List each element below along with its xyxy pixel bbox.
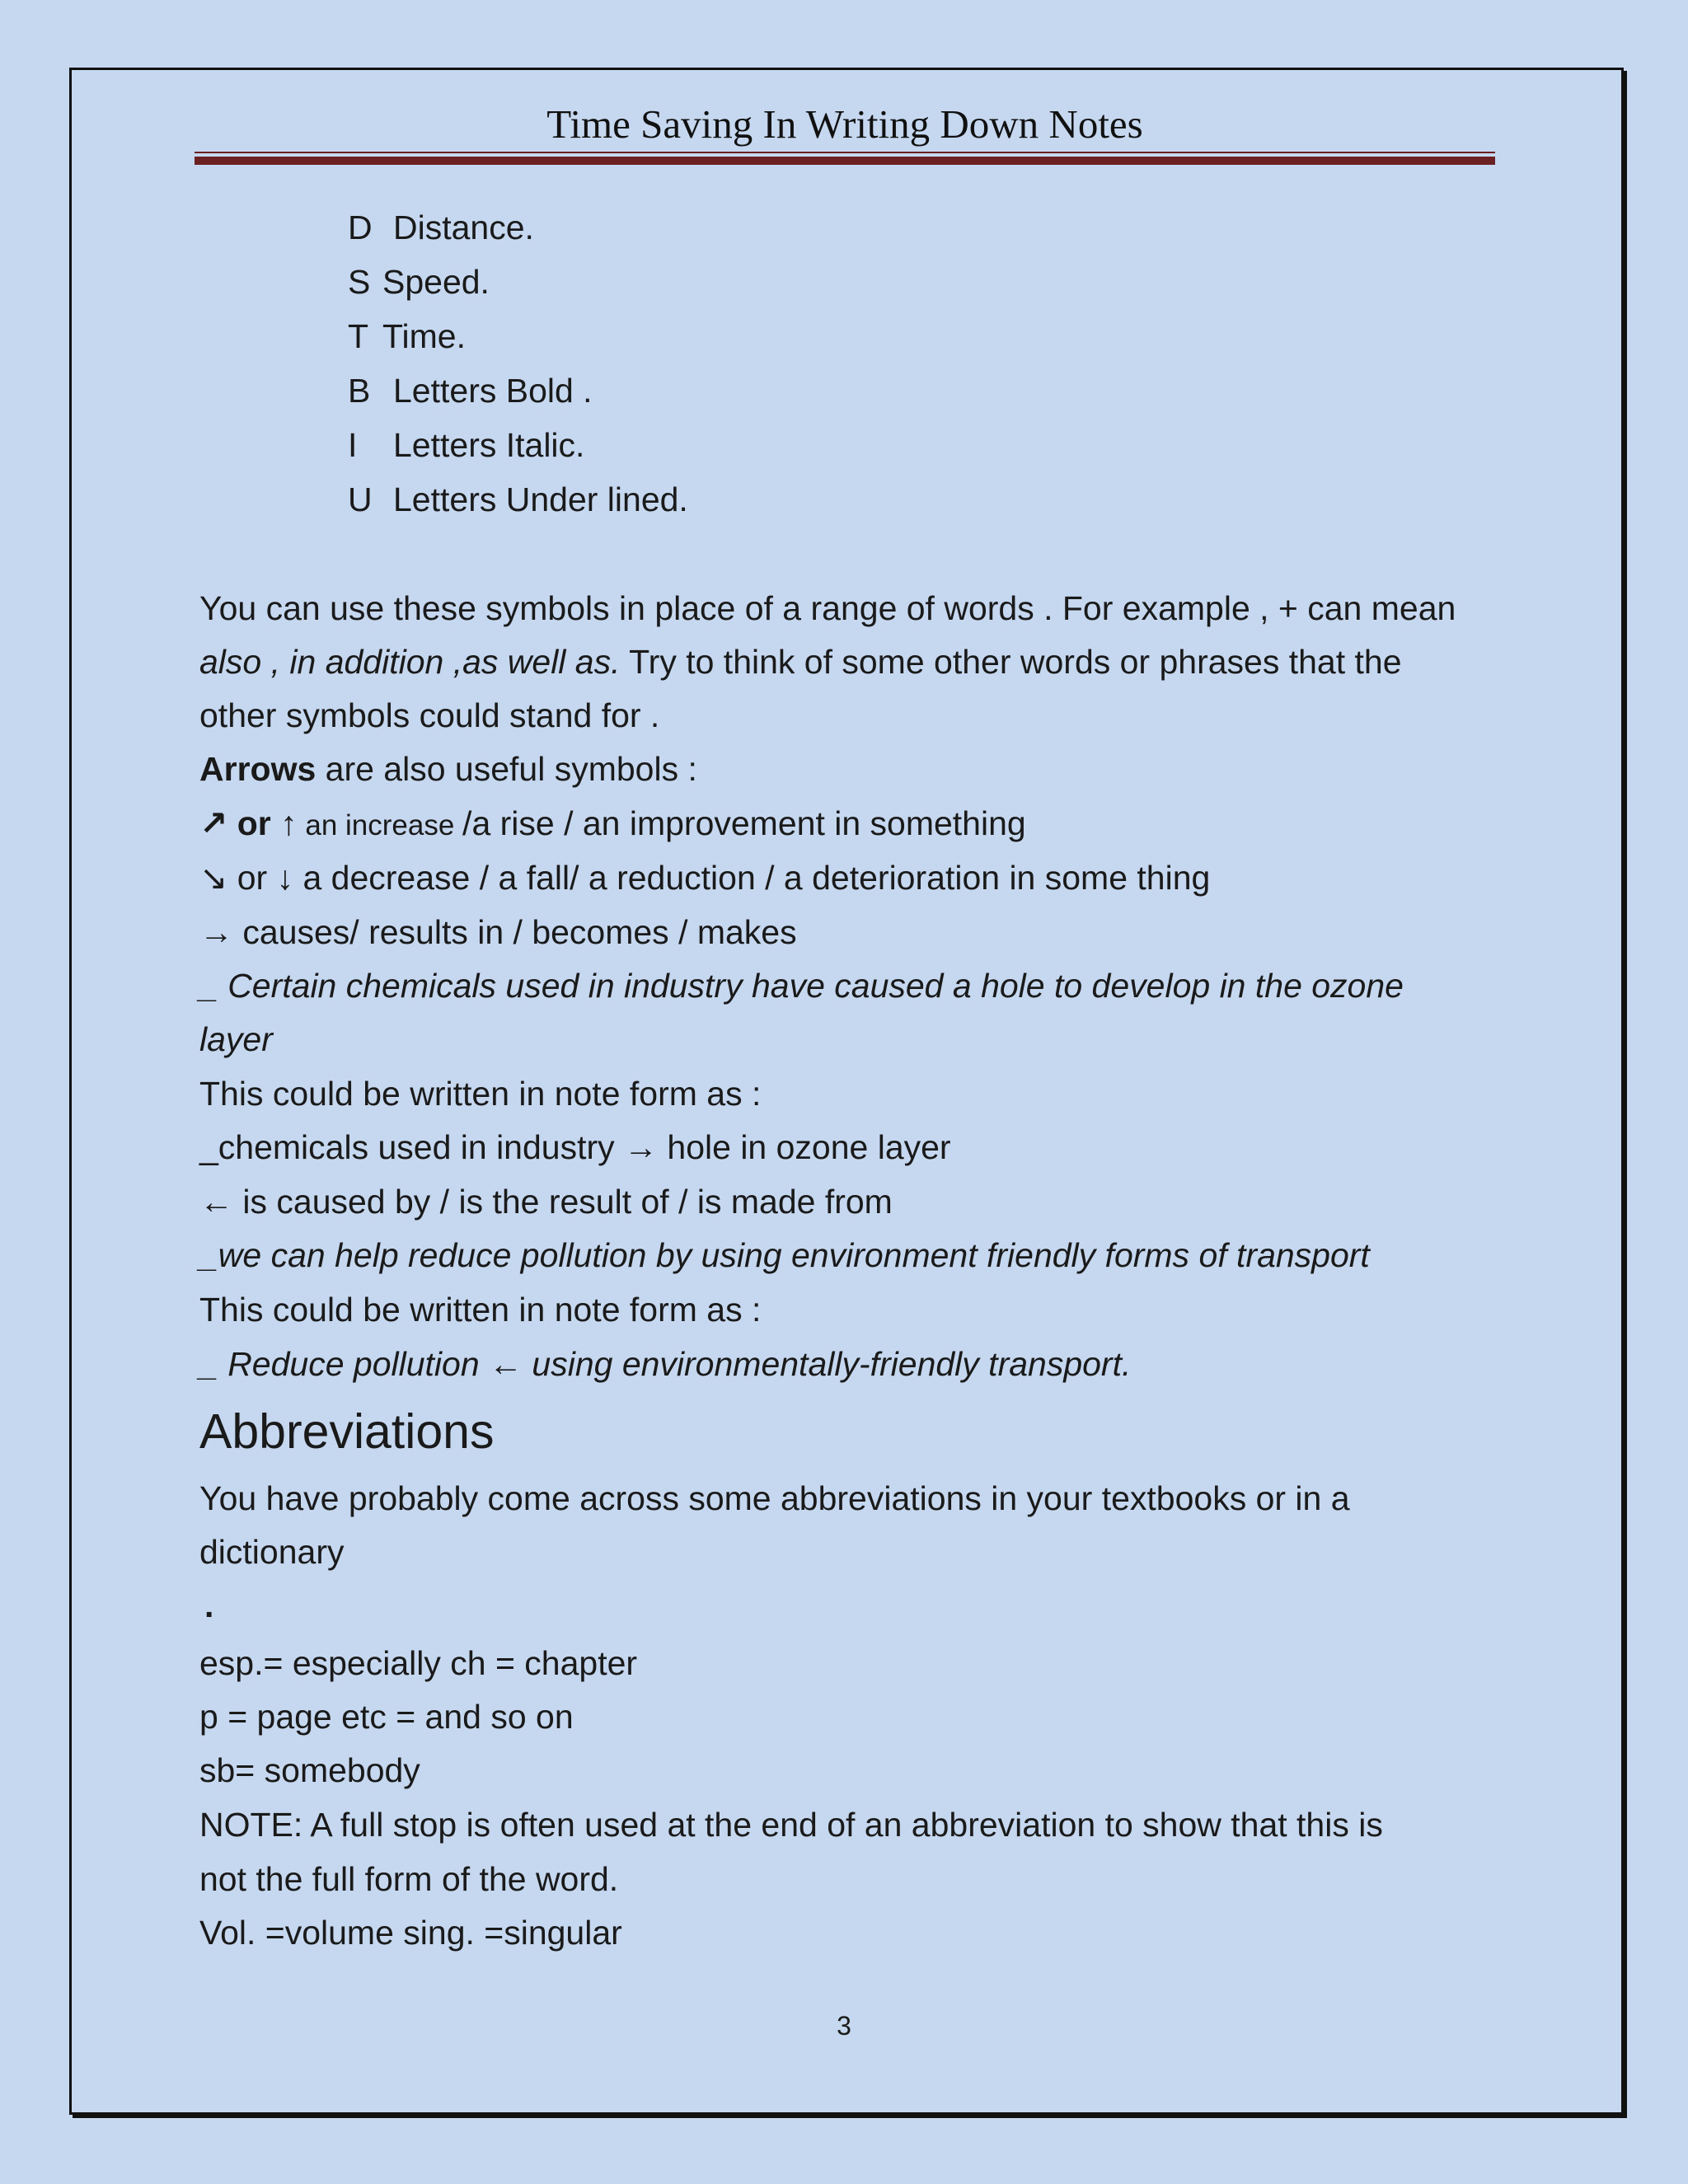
example2-text: _we can help reduce pollution by using environment friendly forms of transport <box>199 1236 1370 1274</box>
symbol-meaning: Distance. <box>393 209 534 246</box>
abbrev-note-line1: NOTE: A full stop is often used at the end of an abbreviation to show that this is <box>199 1806 1383 1844</box>
para1-line2-rest: Try to think of some other words or phrases that the <box>620 643 1402 681</box>
arrows-caused-by: ← is caused by / is the result of / is made from <box>199 1183 893 1221</box>
note-form-label-1: This could be written in note form as : <box>199 1075 762 1113</box>
page-header-title: Time Saving In Writing Down Notes <box>546 101 1143 147</box>
abbrev-row-2: p = page etc = and so on <box>199 1698 574 1736</box>
symbol-item-u <box>348 476 688 523</box>
symbol-item-t <box>348 313 466 359</box>
symbol-letter: B <box>348 372 371 410</box>
symbol-meaning: Letters Bold . <box>393 372 593 410</box>
page-number: 3 <box>837 2011 851 2041</box>
symbol-item-d <box>348 204 534 251</box>
symbol-letter: I <box>348 426 358 464</box>
para1-line1: You can use these symbols in place of a range of words . For example , + can mean <box>199 589 1456 627</box>
symbol-meaning: Time. <box>382 317 466 355</box>
arrows-heading-bold: Arrows <box>199 750 316 788</box>
example1-text-cont: layer <box>199 1020 273 1058</box>
arrows-heading <box>199 746 697 792</box>
symbol-meaning: Letters Italic. <box>393 426 585 464</box>
arrows-decrease: ↘ or ↓ a decrease / a fall/ a reduction / a deterioration in some thing <box>199 859 1211 897</box>
example1-text: _ Certain chemicals used in industry have caused a hole to develop in the ozone <box>199 967 1404 1005</box>
abbrev-dot: . <box>204 1586 214 1624</box>
note-example-2 <box>199 1341 1131 1387</box>
example1-line1 <box>199 963 1404 1009</box>
abbreviations-heading: Abbreviations <box>199 1404 495 1459</box>
example1-line2 <box>199 1016 273 1062</box>
symbol-letter: U <box>348 480 373 518</box>
header-rule-thick <box>195 157 1495 165</box>
note-example-1: _chemicals used in industry → hole in ozone layer <box>199 1128 951 1166</box>
arrows-heading-rest: are also useful symbols : <box>316 750 697 788</box>
abbrev-row-1: esp.= especially ch = chapter <box>199 1644 638 1682</box>
example2 <box>199 1232 1370 1278</box>
note-form-label-2: This could be written in note form as : <box>199 1291 762 1329</box>
arrows-causes: → causes/ results in / becomes / makes <box>199 913 797 951</box>
symbol-letter: D <box>348 209 373 246</box>
symbol-letter: S <box>348 263 371 301</box>
header-rule-thin <box>195 152 1495 153</box>
abbrev-note-line2: not the full form of the word. <box>199 1860 619 1898</box>
para1-italic-examples: also , in addition ,as well as. <box>199 643 621 681</box>
abbrev-row-3: sb= somebody <box>199 1751 420 1789</box>
symbol-meaning: Speed. <box>382 263 490 301</box>
increase-small-text: an increase <box>297 809 463 841</box>
symbol-item-b <box>348 368 593 414</box>
abbrev-row-4: Vol. =volume sing. =singular <box>199 1914 622 1952</box>
abbrev-intro-line1: You have probably come across some abbreviations in your textbooks or in a <box>199 1479 1350 1517</box>
symbol-item-s <box>348 259 490 305</box>
increase-rest-text: /a rise / an improvement in something <box>462 804 1026 842</box>
symbol-meaning: Letters Under lined. <box>393 480 688 518</box>
note-example-2-text: _ Reduce pollution ← using environmentally-friendly transport. <box>199 1345 1132 1383</box>
para1-line3: other symbols could stand for . <box>199 696 660 734</box>
arrows-increase <box>199 800 1026 849</box>
increase-arrow-icon: ↗ or ↑ <box>199 804 298 842</box>
para1-line2 <box>199 639 1402 685</box>
symbol-letter: T <box>348 317 369 355</box>
abbrev-intro-line2: dictionary <box>199 1533 345 1571</box>
symbol-item-i <box>348 422 584 468</box>
